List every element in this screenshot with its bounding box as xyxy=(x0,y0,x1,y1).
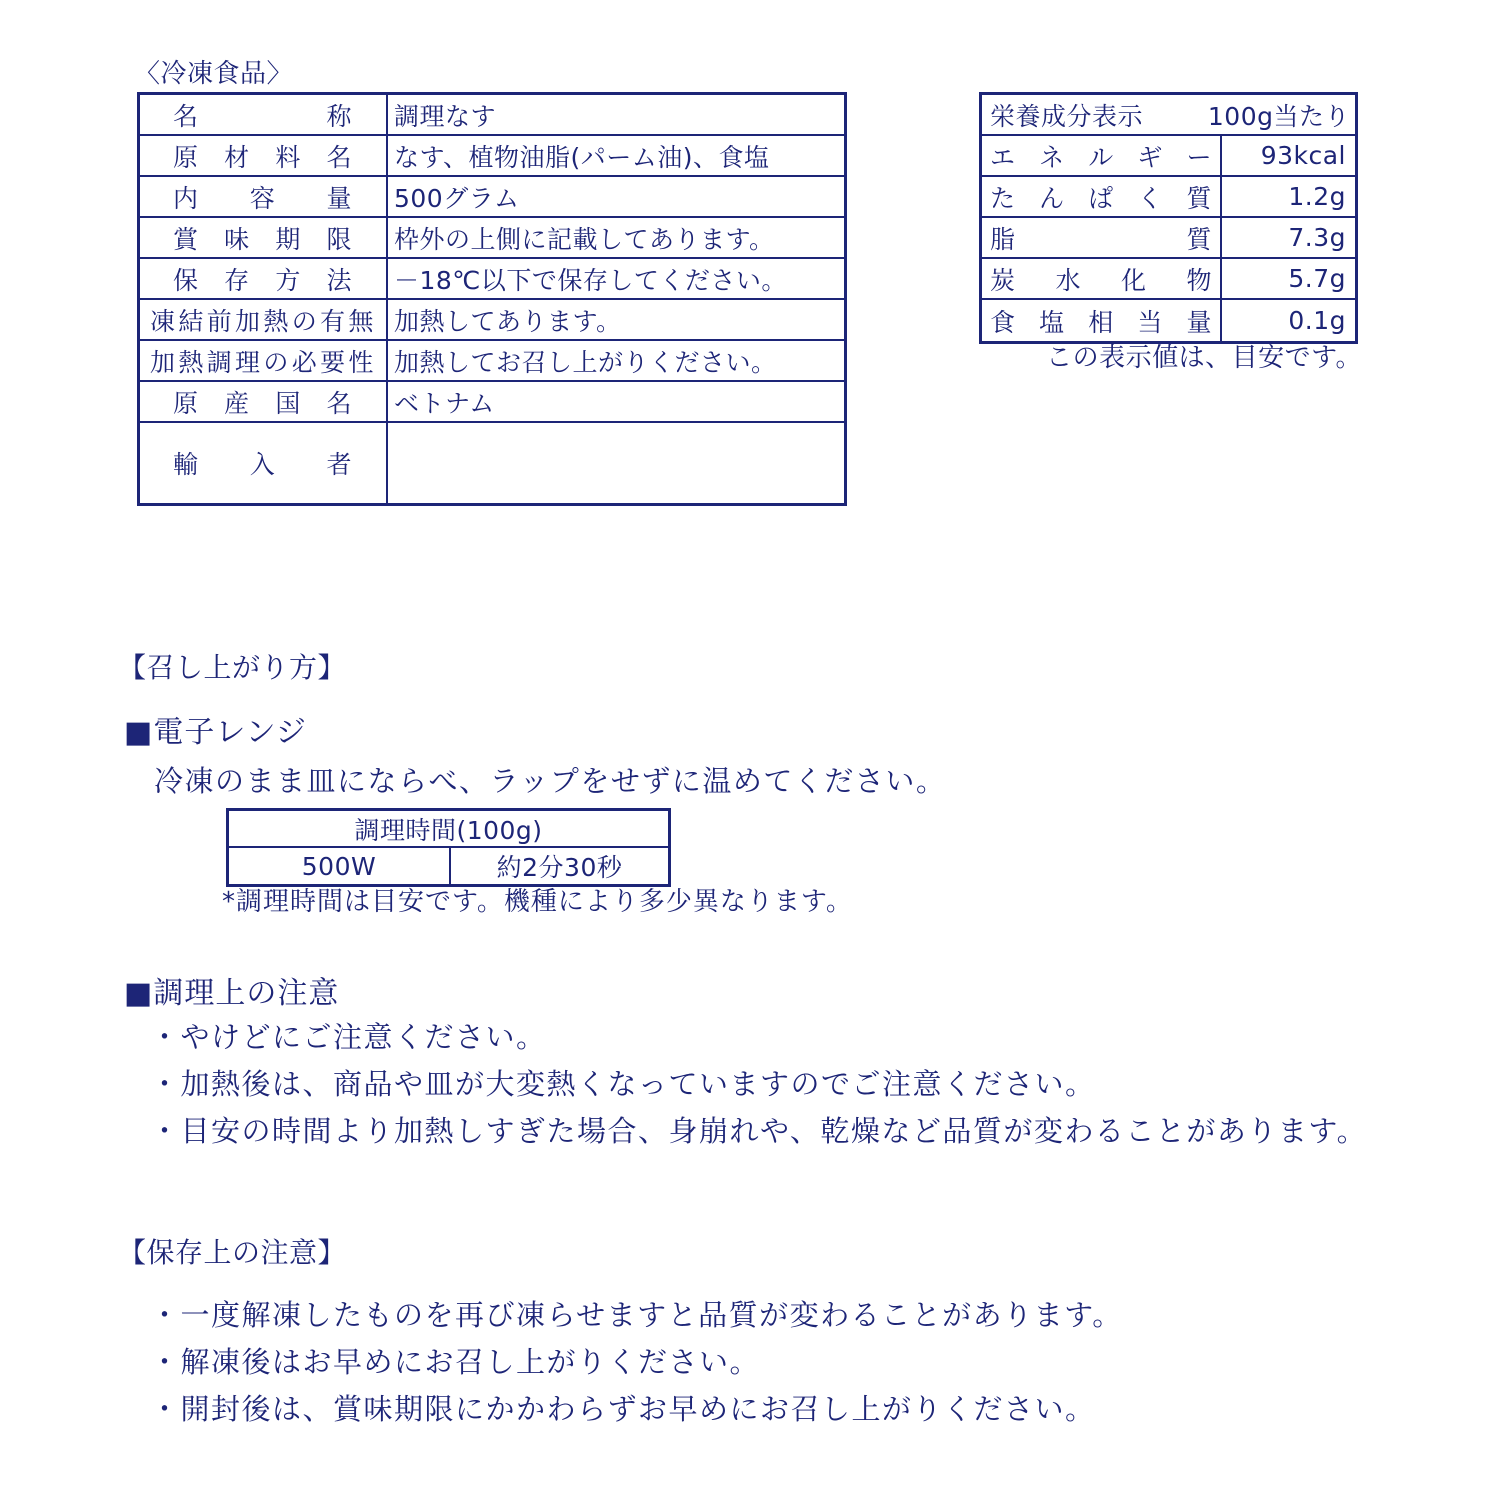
cooking-time-header: 調理時間(100g) xyxy=(229,811,668,848)
row-value: ベトナム xyxy=(394,388,495,418)
row-value: 調理なす xyxy=(394,101,497,131)
list-item: ・加熱後は、商品や皿が大変熱くなっていますのでご注意ください。 xyxy=(150,1067,1096,1101)
row-value: －18℃以下で保存してください。 xyxy=(394,265,787,295)
nutrition-title: 栄養成分表示 xyxy=(990,101,1144,131)
storage-heading: 【保存上の注意】 xyxy=(118,1236,347,1269)
cooking-cautions-list xyxy=(150,1014,1367,1155)
how-to-eat-heading: 【召し上がり方】 xyxy=(118,651,347,684)
table-row xyxy=(140,423,844,503)
row-label: 輸 入 者 xyxy=(173,450,352,479)
nutrition-row xyxy=(982,259,1355,300)
row-label-cell xyxy=(140,218,388,257)
row-label: 加 熱 調 理 の 必 要 性 xyxy=(150,347,374,377)
product-info-table xyxy=(137,92,847,506)
wattage-cell: 500W xyxy=(229,848,451,884)
table-row xyxy=(140,136,844,177)
list-item: ・開封後は、賞味期限にかかわらずお早めにお召し上がりください。 xyxy=(150,1392,1096,1426)
nutrition-row xyxy=(982,300,1355,341)
table-row xyxy=(140,300,844,341)
category-label: 〈冷凍食品〉 xyxy=(134,59,294,89)
row-value: 500グラム xyxy=(394,183,520,213)
time-cell: 約2分30秒 xyxy=(496,853,623,882)
nutrition-value: 5.7g xyxy=(1288,264,1346,293)
nutrition-label-cell xyxy=(982,177,1222,216)
cooking-time-note: *調理時間は目安です。機種により多少異なります。 xyxy=(222,887,853,917)
nutrition-note: この表示値は、目安です。 xyxy=(1046,343,1362,373)
table-row xyxy=(140,259,844,300)
microwave-heading: ■電子レンジ xyxy=(124,715,307,750)
row-label-cell xyxy=(140,136,388,175)
list-item: ・やけどにご注意ください。 xyxy=(150,1020,547,1054)
row-label: 内 容 量 xyxy=(173,183,352,213)
row-value: なす、植物油脂(パーム油)、食塩 xyxy=(394,142,770,172)
nutrition-table xyxy=(979,92,1358,344)
nutrition-label: 食 塩 相 当 量 xyxy=(990,307,1212,337)
row-label-cell xyxy=(140,341,388,380)
row-value: 加熱してお召し上がりください。 xyxy=(394,347,777,377)
table-row xyxy=(140,382,844,423)
list-item: ・目安の時間より加熱しすぎた場合、身崩れや、乾燥など品質が変わることがあります。 xyxy=(150,1114,1368,1148)
nutrition-value: 7.3g xyxy=(1288,223,1346,252)
row-label: 名 称 xyxy=(173,101,352,131)
nutrition-label: 炭 水 化 物 xyxy=(990,265,1212,295)
nutrition-label-cell xyxy=(982,259,1222,298)
cooking-time-table xyxy=(226,808,671,887)
list-item: ・一度解凍したものを再び凍らせますと品質が変わることがあります。 xyxy=(150,1298,1123,1332)
nutrition-label-cell xyxy=(982,136,1222,175)
nutrition-value: 1.2g xyxy=(1288,182,1346,211)
nutrition-row xyxy=(982,177,1355,218)
storage-list xyxy=(150,1292,1123,1433)
row-label-cell xyxy=(140,300,388,339)
nutrition-value: 93kcal xyxy=(1260,141,1346,170)
row-value: 加熱してあります。 xyxy=(394,306,622,336)
nutrition-value: 0.1g xyxy=(1288,306,1346,335)
table-row xyxy=(140,95,844,136)
row-label-cell xyxy=(140,177,388,216)
list-item: ・解凍後はお早めにお召し上がりください。 xyxy=(150,1345,761,1379)
row-label-cell xyxy=(140,95,388,134)
nutrition-label-cell xyxy=(982,300,1222,341)
table-row xyxy=(140,177,844,218)
nutrition-row xyxy=(982,136,1355,177)
row-label: 賞 味 期 限 xyxy=(173,224,352,254)
nutrition-row xyxy=(982,218,1355,259)
table-row xyxy=(229,848,668,884)
row-label: 原 産 国 名 xyxy=(173,388,352,418)
nutrition-label: エ ネ ル ギ ー xyxy=(990,142,1212,172)
cooking-cautions-heading: ■調理上の注意 xyxy=(124,976,340,1011)
row-label-cell xyxy=(140,259,388,298)
nutrition-header xyxy=(982,95,1355,136)
row-label-cell xyxy=(140,382,388,421)
table-row xyxy=(140,341,844,382)
nutrition-label-cell xyxy=(982,218,1222,257)
row-value xyxy=(388,423,844,503)
row-label: 保 存 方 法 xyxy=(173,265,352,295)
row-value: 枠外の上側に記載してあります。 xyxy=(394,224,775,254)
table-row xyxy=(140,218,844,259)
nutrition-basis: 100g当たり xyxy=(1207,101,1350,131)
nutrition-label: 脂 質 xyxy=(990,224,1212,254)
microwave-instruction: 冷凍のまま皿にならべ、ラップをせずに温めてください。 xyxy=(154,764,947,798)
row-label: 凍 結 前 加 熱 の 有 無 xyxy=(150,306,374,336)
nutrition-label: た ん ぱ く 質 xyxy=(990,183,1212,213)
row-label-cell xyxy=(140,423,388,503)
row-label: 原 材 料 名 xyxy=(173,142,352,172)
